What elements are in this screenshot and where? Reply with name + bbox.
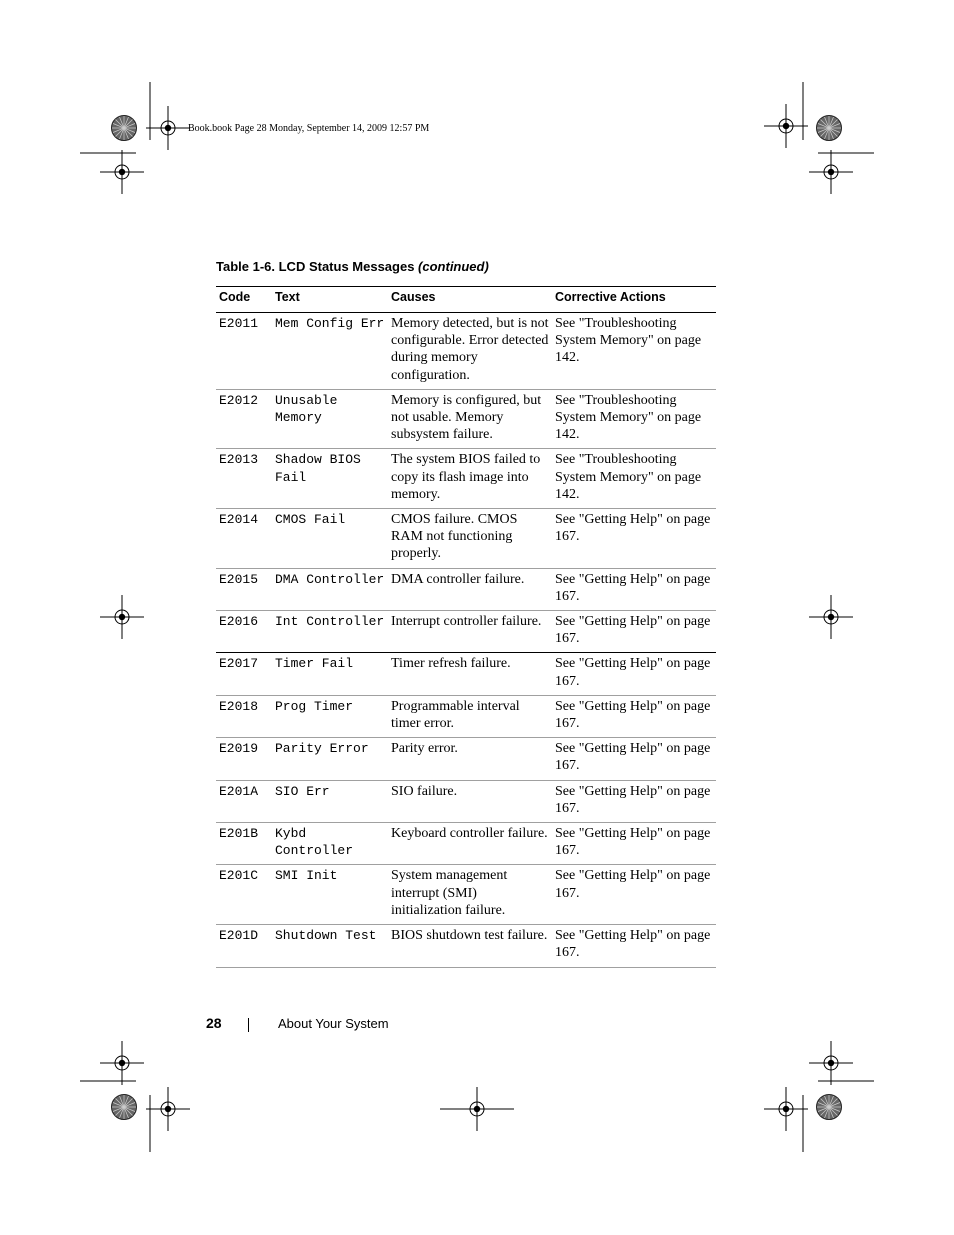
cell-text: SIO Err xyxy=(272,780,388,822)
cell-causes: Interrupt controller failure. xyxy=(388,611,552,653)
cell-action: See "Getting Help" on page 167. xyxy=(552,823,716,865)
registration-mark-icon xyxy=(764,1087,808,1131)
cell-text: CMOS Fail xyxy=(272,509,388,569)
cell-action: See "Getting Help" on page 167. xyxy=(552,780,716,822)
lcd-status-table xyxy=(216,286,716,968)
table-row xyxy=(216,925,716,967)
table-row xyxy=(216,865,716,925)
cell-causes: Keyboard controller failure. xyxy=(388,823,552,865)
star-target-icon xyxy=(817,116,842,141)
star-target-icon xyxy=(112,116,137,141)
cell-text: Parity Error xyxy=(272,738,388,780)
cell-action: See "Troubleshooting System Memory" on page 142. xyxy=(552,313,716,390)
cell-causes: Memory detected, but is not configurable. Error detected during memory configuration. xyxy=(388,313,552,390)
header-causes: Causes xyxy=(388,287,552,313)
cell-code: E201C xyxy=(216,865,272,925)
cell-code: E201A xyxy=(216,780,272,822)
cell-action: See "Getting Help" on page 167. xyxy=(552,509,716,569)
cell-code: E2017 xyxy=(216,653,272,695)
registration-mark-icon xyxy=(809,150,853,194)
cell-causes: System management interrupt (SMI) initialization failure. xyxy=(388,865,552,925)
cell-text: Kybd Controller xyxy=(272,823,388,865)
table-row xyxy=(216,568,716,610)
cell-action: See "Troubleshooting System Memory" on page 142. xyxy=(552,389,716,449)
cell-causes: Parity error. xyxy=(388,738,552,780)
table-row xyxy=(216,695,716,737)
cell-action: See "Getting Help" on page 167. xyxy=(552,695,716,737)
header-corrective-actions: Corrective Actions xyxy=(552,287,716,313)
caption-continued: (continued) xyxy=(418,259,489,274)
cell-action: See "Getting Help" on page 167. xyxy=(552,925,716,967)
cell-action: See "Getting Help" on page 167. xyxy=(552,865,716,925)
registration-mark-icon xyxy=(100,150,144,194)
cell-text: SMI Init xyxy=(272,865,388,925)
registration-mark-icon xyxy=(809,595,853,639)
table-row xyxy=(216,611,716,653)
registration-mark-icon xyxy=(764,104,808,148)
cell-causes: CMOS failure. CMOS RAM not functioning properly. xyxy=(388,509,552,569)
cell-code: E2018 xyxy=(216,695,272,737)
table-header-row xyxy=(216,287,716,313)
cell-code: E2016 xyxy=(216,611,272,653)
footer-divider xyxy=(248,1018,249,1032)
table-row xyxy=(216,449,716,509)
cell-action: See "Getting Help" on page 167. xyxy=(552,611,716,653)
table-row xyxy=(216,313,716,390)
cell-causes: SIO failure. xyxy=(388,780,552,822)
cell-causes: DMA controller failure. xyxy=(388,568,552,610)
cell-code: E2012 xyxy=(216,389,272,449)
cell-text: DMA Controller xyxy=(272,568,388,610)
cell-text: Int Controller xyxy=(272,611,388,653)
registration-mark-icon xyxy=(146,106,190,150)
cell-code: E201B xyxy=(216,823,272,865)
cell-causes: Programmable interval timer error. xyxy=(388,695,552,737)
cell-text: Shadow BIOS Fail xyxy=(272,449,388,509)
header-text: Text xyxy=(272,287,388,313)
header-code: Code xyxy=(216,287,272,313)
cell-action: See "Troubleshooting System Memory" on page 142. xyxy=(552,449,716,509)
caption-label: Table 1-6. LCD Status Messages xyxy=(216,259,419,274)
cell-text: Shutdown Test xyxy=(272,925,388,967)
cell-code: E2011 xyxy=(216,313,272,390)
cell-action: See "Getting Help" on page 167. xyxy=(552,653,716,695)
cell-causes: The system BIOS failed to copy its flash image into memory. xyxy=(388,449,552,509)
print-slug: Book.book Page 28 Monday, September 14, 2009 12:57 PM xyxy=(188,123,430,134)
cell-code: E201D xyxy=(216,925,272,967)
cell-causes: BIOS shutdown test failure. xyxy=(388,925,552,967)
cell-causes: Timer refresh failure. xyxy=(388,653,552,695)
star-target-icon xyxy=(817,1095,842,1120)
table-row xyxy=(216,509,716,569)
footer-section-title: About Your System xyxy=(278,1016,389,1031)
cell-text: Mem Config Err xyxy=(272,313,388,390)
cell-code: E2013 xyxy=(216,449,272,509)
table-caption xyxy=(216,259,489,274)
cell-code: E2015 xyxy=(216,568,272,610)
cell-causes: Memory is configured, but not usable. Memory subsystem failure. xyxy=(388,389,552,449)
table-row xyxy=(216,389,716,449)
cell-action: See "Getting Help" on page 167. xyxy=(552,568,716,610)
star-target-icon xyxy=(112,1095,137,1120)
registration-mark-icon xyxy=(146,1087,190,1131)
page-number: 28 xyxy=(206,1015,222,1031)
cell-text: Timer Fail xyxy=(272,653,388,695)
registration-mark-icon xyxy=(100,1041,144,1085)
cell-code: E2014 xyxy=(216,509,272,569)
registration-mark-icon xyxy=(100,595,144,639)
table-row xyxy=(216,780,716,822)
table-row xyxy=(216,823,716,865)
cell-text: Unusable Memory xyxy=(272,389,388,449)
registration-mark-icon xyxy=(809,1041,853,1085)
cell-code: E2019 xyxy=(216,738,272,780)
table-row xyxy=(216,653,716,695)
cell-text: Prog Timer xyxy=(272,695,388,737)
table-row xyxy=(216,738,716,780)
cell-action: See "Getting Help" on page 167. xyxy=(552,738,716,780)
